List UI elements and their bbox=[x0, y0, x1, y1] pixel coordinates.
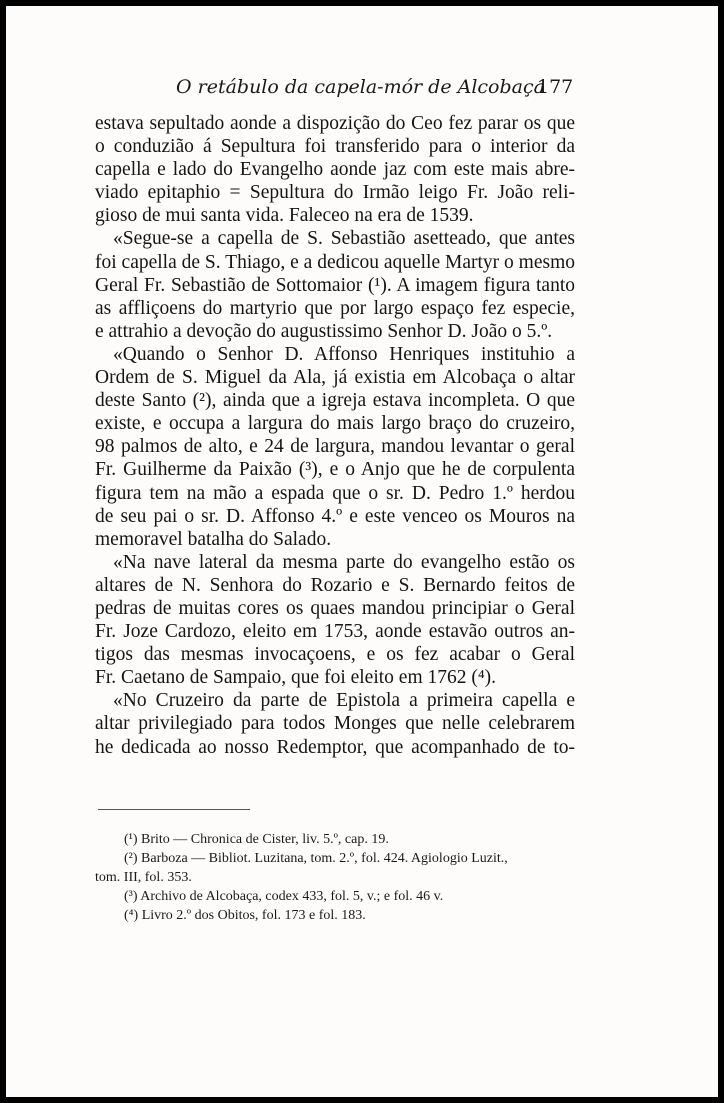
text-line: foi capella de S. Thiago, e a dedicou aquelle Martyr o mesmo bbox=[95, 251, 575, 273]
text-line: e attrahio a devoção do augustissimo Senhor D. João o 5.º. bbox=[95, 320, 553, 342]
text-line: «Segue-se a capella de S. Sebastião asetteado, que antes bbox=[113, 228, 575, 250]
text-line: tigos das mesmas invocaçoens, e os fez acabar o Geral bbox=[95, 644, 575, 666]
text-line: viado epitaphio = Sepultura do Irmão leigo Fr. João reli- bbox=[95, 182, 575, 204]
text-line: figura tem na mão a espada que o sr. D. Pedro 1.º herdou bbox=[95, 482, 575, 504]
text-line: 98 palmos de alto, e 24 de largura, mandou levantar o geral bbox=[95, 436, 575, 458]
text-line: de seu pai o sr. D. Affonso 4.º e este venceo os Mouros na bbox=[95, 505, 575, 527]
text-line: estava sepultado aonde a dispozição do Ceo fez parar os que bbox=[95, 113, 575, 134]
text-line: deste Santo (²), ainda que a igreja estava incompleta. O que bbox=[95, 390, 575, 412]
footnote: (²) Barboza — Bibliot. Luzitana, tom. 2.º, fol. 424. Agiologio Luzit., bbox=[124, 851, 508, 866]
book-page bbox=[6, 6, 718, 1097]
text-line: Fr. Guilherme da Paixão (³), e o Anjo que he de corpulenta bbox=[95, 459, 575, 481]
text-line: Geral Fr. Sebastião de Sottomaior (¹). A imagem figura tanto bbox=[95, 274, 575, 296]
text-line: Ordem de S. Miguel da Ala, já existia em Alcobaça o altar bbox=[95, 367, 575, 389]
footnote: tom. III, fol. 353. bbox=[95, 870, 192, 885]
text-line: gioso de mui santa vida. Faleceo na era de 1539. bbox=[95, 205, 474, 227]
text-line: o conduzião á Sepultura foi transferido para o interior da bbox=[95, 136, 575, 158]
text-line: altar privilegiado para todos Monges que nelle celebrarem bbox=[95, 713, 575, 735]
text-line: Fr. Caetano de Sampaio, que foi eleito em 1762 (⁴). bbox=[95, 667, 497, 689]
page-number: 177 bbox=[537, 76, 574, 98]
text-line: memoravel batalha do Salado. bbox=[95, 528, 332, 550]
text-line: «No Cruzeiro da parte de Epistola a primeira capella e bbox=[113, 690, 575, 712]
text-line: Fr. Joze Cardozo, eleito em 1753, aonde estavão outros an- bbox=[95, 621, 575, 643]
text-line: «Na nave lateral da mesma parte do evangelho estão os bbox=[113, 551, 575, 573]
footnote-divider bbox=[98, 809, 250, 810]
footnote: (³) Archivo de Alcobaça, codex 433, fol. 5, v.; e fol. 46 v. bbox=[124, 889, 444, 904]
text-line: capella e lado do Evangelho aonde jaz com este mais abre- bbox=[95, 159, 575, 181]
text-line: altares de N. Senhora do Rozario e S. Bernardo feitos de bbox=[95, 574, 575, 596]
text-line: he dedicada ao nosso Redemptor, que acompanhado de to- bbox=[95, 736, 575, 758]
text-line: as affliçoens do martyrio que por largo espaço fez especie, bbox=[95, 297, 575, 319]
text-line: «Quando o Senhor D. Affonso Henriques instituhio a bbox=[113, 343, 575, 365]
text-line: pedras de muitas cores os quaes mandou principiar o Geral bbox=[95, 597, 575, 619]
footnote: (¹) Brito — Chronica de Cister, liv. 5.º, cap. 19. bbox=[124, 832, 389, 847]
running-title: O retábulo da capela-mór de Alcobaça bbox=[176, 76, 545, 98]
text-line: existe, e occupa a largura do mais largo braço do cruzeiro, bbox=[95, 413, 575, 435]
footnote: (⁴) Livro 2.º dos Obitos, fol. 173 e fol. 183. bbox=[124, 908, 366, 923]
running-header bbox=[6, 76, 718, 102]
footnotes bbox=[95, 830, 575, 925]
body-text bbox=[95, 112, 575, 759]
